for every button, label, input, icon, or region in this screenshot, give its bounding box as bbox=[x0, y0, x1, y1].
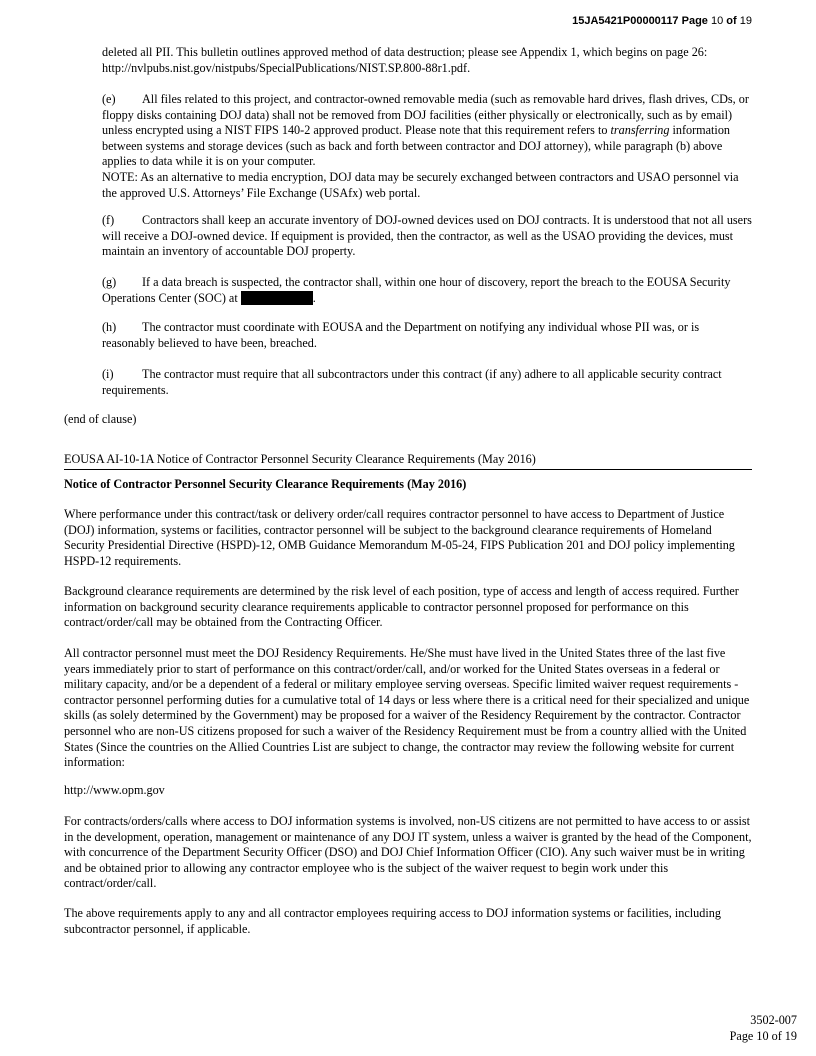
footer-page-label: Page 10 of 19 bbox=[729, 1028, 797, 1043]
item-period: . bbox=[312, 290, 316, 305]
clause-continuation bbox=[102, 45, 752, 76]
page-word: Page bbox=[681, 15, 708, 27]
of-word: of bbox=[726, 15, 737, 27]
opm-link-line bbox=[64, 783, 752, 799]
form-number: 3502-007 bbox=[750, 1013, 797, 1027]
item-text: The contractor must require that all subcontractors under this contract (if any) adhere to all applicable security contract requirements. bbox=[102, 367, 722, 397]
clause-heading: EOUSA AI-10-1A Notice of Contractor Personnel Security Clearance Requirements (May 2016) bbox=[64, 452, 752, 470]
item-label: (g) bbox=[102, 275, 117, 289]
page-total: 19 bbox=[739, 15, 752, 27]
paragraph-non-us-citizens: For contracts/orders/calls where access to DOJ information systems is involved, non-US citizens are not permitted to have access to or assist in the development, operation, management or maintenance of any DOJ IT system, unless a waiver is granted by the head of the Component, with concurrence of the Department Security Officer (DSO) and DOJ Chief Information Officer (CIO). Any such waiver must be in writing and be obtained prior to allowing any contractor employee who is the subject of the waiver request to begin work under this contract/order/call. bbox=[64, 814, 752, 891]
redacted-contact bbox=[241, 291, 313, 305]
page-current: 10 bbox=[710, 15, 724, 27]
item-text: The contractor must coordinate with EOUSA and the Department on notifying any individual whose PII was, or is reasonably believed to have been, breached. bbox=[102, 320, 700, 350]
paragraph-residency: All contractor personnel must meet the DOJ Residency Requirements. He/She must have lived in the United States three of the last five years immediately prior to start of performance on this contract/order/call, and/or worked for the United States overseas in a federal or military capacity, and/or be a dependent of a federal or military employee serving overseas. Specific limited waiver request requirements - contractor personnel performing duties for a cumulative total of 14 days or less where there is a critical need for their specialized and unique skills (as solely determined by the Government) may be proposed for a waiver of the Residency Requirement by the contractor. Contractor personnel who are non-US citizens proposed for such a waiver of the Residency Requirement must be from a country allied with the United States (Since the countries on the Allied Countries List are subject to change, the contractor may review the following website for current information: bbox=[64, 646, 750, 770]
nist-link[interactable]: http://nvlpubs.nist.gov/nistpubs/SpecialPublications/NIST.SP.800-88r1.pdf. bbox=[102, 60, 471, 75]
item-label: (e) bbox=[102, 92, 116, 106]
clause-item-g bbox=[102, 275, 752, 306]
clause-item-e bbox=[102, 92, 752, 201]
section-title: Notice of Contractor Personnel Security Clearance Requirements (May 2016) bbox=[64, 477, 467, 491]
item-label: (f) bbox=[102, 213, 115, 227]
page-header bbox=[572, 15, 752, 27]
paragraph-applicability: The above requirements apply to any and all contractor employees requiring access to DOJ information systems or facilities, including subcontractor personnel, if applicable. bbox=[64, 906, 721, 936]
item-text: Contractors shall keep an accurate inventory of DOJ-owned devices used on DOJ contracts. It is understood that not all users will receive a DOJ-owned device. If equipment is provided, then the contractor, as well as the USAO providing the devices, must maintain an inventory of accountable DOJ property. bbox=[102, 213, 752, 259]
opm-link[interactable]: http://www.opm.gov bbox=[64, 783, 165, 797]
item-label: (i) bbox=[102, 367, 114, 381]
item-text: If a data breach is suspected, the contractor shall, within one hour of discovery, report the breach to the EOUSA Security Operations Center (SOC) at bbox=[102, 275, 731, 305]
item-note: NOTE: As an alternative to media encryption, DOJ data may be securely exchanged between contractors and USAO personnel via the approved U.S. Attorneys’ File Exchange (USAfx) web portal. bbox=[102, 169, 739, 200]
paragraph-background-clearance: Background clearance requirements are determined by the risk level of each position, type of access and length of access required. Further information on background security clearance requirements applicable to contractor personnel proposed for performance on this contract/order/call may be obtained from the Contracting Officer. bbox=[64, 584, 739, 630]
clause-item-i bbox=[102, 367, 752, 398]
clause-item-f bbox=[102, 213, 752, 260]
page-footer bbox=[730, 1013, 797, 1044]
item-text: All files related to this project, and contractor-owned removable media (such as removable hard drives, flash drives, CDs, or floppy disks containing DOJ data) shall not be removed from DOJ facilities (either physically or electronically, such as by email) unless encrypted using a NIST FIPS 140-2 approved product. Please note that this requirement refers to bbox=[102, 92, 749, 138]
item-label: (h) bbox=[102, 320, 117, 334]
paragraph-hspd12: Where performance under this contract/task or delivery order/call requires contractor personnel to have access to Department of Justice (DOJ) information, systems or facilities, contractor personnel will be subject to the background clearance requirements of Homeland Security Presidential Directive (HSPD)-12, OMB Guidance Memorandum M-05-24, FIPS Publication 201 and DOJ policy implementing HSPD-12 requirements. bbox=[64, 507, 735, 568]
end-of-clause: (end of clause) bbox=[64, 412, 137, 426]
continuation-text: deleted all PII. This bulletin outlines approved method of data destruction; please see Appendix 1, which begins on page 26: bbox=[102, 45, 708, 59]
clause-item-h bbox=[102, 320, 752, 351]
item-text-cont: information between systems and storage devices (such as back and forth between contractor and DOJ attorney), while paragraph (b) above applies to data while it is on your computer. bbox=[102, 123, 731, 169]
document-id: 15JA5421P00000117 bbox=[572, 15, 679, 27]
italic-term: transferring bbox=[610, 123, 670, 138]
